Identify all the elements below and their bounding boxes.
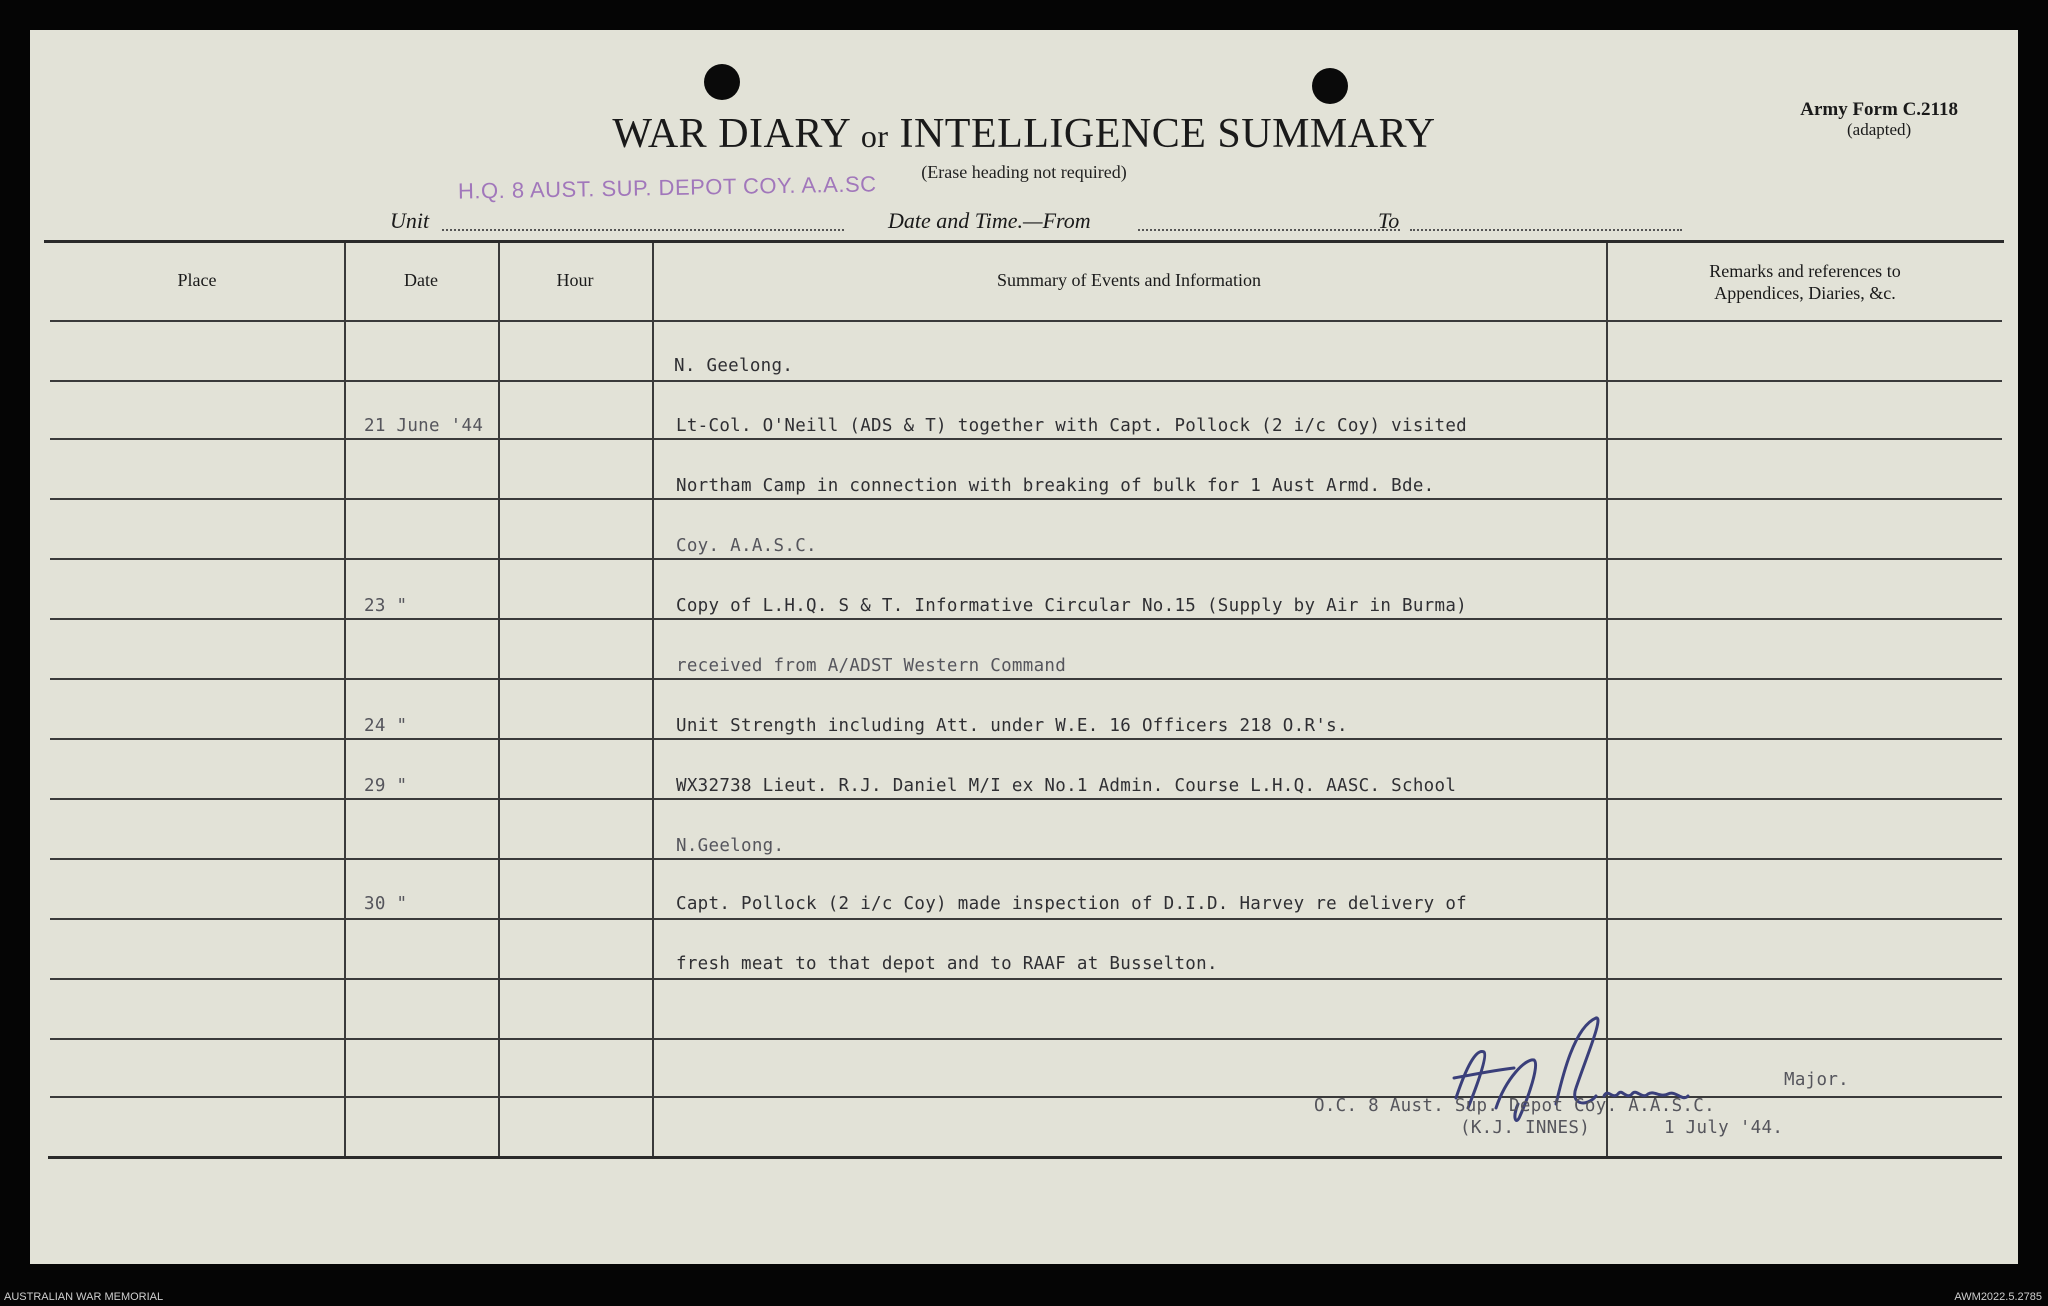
from-dotted-line — [1138, 228, 1400, 231]
ruled-line — [50, 978, 2002, 980]
to-dotted-line — [1410, 228, 1682, 231]
punch-hole — [704, 64, 740, 100]
header-place: Place — [177, 270, 217, 290]
header-remarks-line1: Remarks and references to — [1709, 261, 1901, 281]
entry-date: 24 " — [364, 716, 408, 736]
form-title — [30, 110, 2018, 158]
entry-date: 21 June '44 — [364, 416, 484, 436]
ruled-line — [50, 918, 2002, 920]
army-form-number: Army Form C.2118 — [1800, 99, 1958, 120]
erase-note: (Erase heading not required) — [921, 162, 1127, 182]
entry-text: received from A/ADST Western Command — [676, 656, 1067, 676]
entry-text: N. Geelong. — [674, 356, 794, 376]
header-date: Date — [404, 270, 438, 290]
ruled-line — [50, 858, 2002, 860]
ruled-line — [50, 738, 2002, 740]
ruled-line — [50, 678, 2002, 680]
signature-date: 1 July '44. — [1664, 1118, 1784, 1138]
ruled-line — [50, 618, 2002, 620]
header-hour: Hour — [556, 270, 594, 290]
archive-footer — [0, 1290, 2048, 1306]
ruled-line — [50, 320, 2002, 322]
entry-date: 23 " — [364, 596, 408, 616]
unit-dotted-line — [442, 228, 844, 231]
entry-text: WX32738 Lieut. R.J. Daniel M/I ex No.1 Admin. Course L.H.Q. AASC. School — [676, 776, 1457, 796]
entry-text: Copy of L.H.Q. S & T. Informative Circular No.15 (Supply by Air in Burma) — [676, 596, 1468, 616]
ruled-line — [50, 798, 2002, 800]
entry-text: Northam Camp in connection with breaking of bulk for 1 Aust Armd. Bde. — [676, 476, 1435, 496]
table-top-rule — [44, 240, 2004, 243]
entry-date: 30 " — [364, 894, 408, 914]
entry-text: Coy. A.A.S.C. — [676, 536, 817, 556]
to-label: To — [1378, 208, 1400, 233]
signature-rank: Major. — [1784, 1070, 1850, 1090]
army-form-label — [1800, 100, 1958, 140]
title-war-diary: WAR DIARY — [612, 111, 850, 157]
ruled-line — [50, 380, 2002, 382]
title-or: or — [860, 118, 889, 154]
archive-name: AUSTRALIAN WAR MEMORIAL — [4, 1291, 164, 1303]
ruled-line — [50, 438, 2002, 440]
ruled-line — [50, 498, 2002, 500]
archive-reference: AWM2022.5.2785 — [1954, 1291, 2042, 1303]
signature-name: (K.J. INNES) — [1460, 1118, 1591, 1138]
army-form-adapted: (adapted) — [1847, 120, 1912, 139]
entry-text: Lt-Col. O'Neill (ADS & T) together with Capt. Pollock (2 i/c Coy) visited — [676, 416, 1468, 436]
signature-unit-line: O.C. 8 Aust. Sup. Depot Coy. A.A.S.C. — [1314, 1096, 1715, 1116]
ruled-line — [50, 558, 2002, 560]
unit-label: Unit — [390, 208, 430, 233]
entry-date: 29 " — [364, 776, 408, 796]
unit-stamp: H.Q. 8 AUST. SUP. DEPOT COY. A.A.SC — [457, 171, 877, 204]
entry-text: N.Geelong. — [676, 836, 785, 856]
entry-text: fresh meat to that depot and to RAAF at Busselton. — [676, 954, 1218, 974]
table-bottom-rule — [48, 1156, 2002, 1159]
date-time-from-label: Date and Time.—From — [888, 208, 1091, 233]
punch-hole — [1312, 68, 1348, 104]
diary-sheet — [30, 30, 2018, 1264]
header-remarks-line2: Appendices, Diaries, &c. — [1714, 283, 1896, 303]
header-summary: Summary of Events and Information — [997, 270, 1261, 290]
entry-text: Unit Strength including Att. under W.E. 16 Officers 218 O.R's. — [676, 716, 1348, 736]
entry-text: Capt. Pollock (2 i/c Coy) made inspection of D.I.D. Harvey re delivery of — [676, 894, 1468, 914]
header-remarks — [1606, 260, 2004, 304]
title-intelligence-summary: INTELLIGENCE SUMMARY — [899, 111, 1436, 157]
